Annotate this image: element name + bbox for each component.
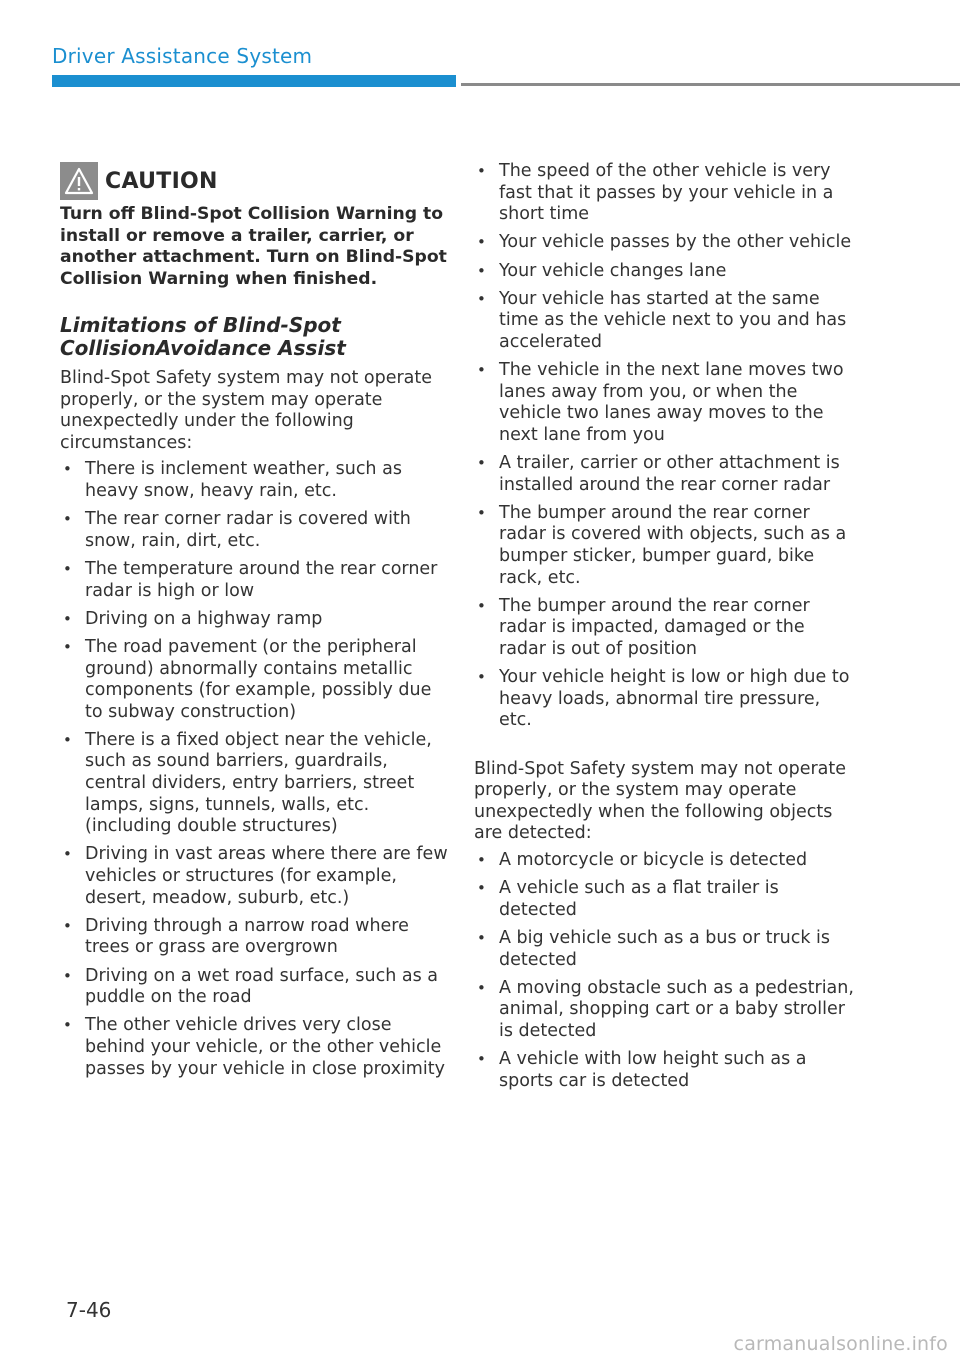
list-item: • Driving on a highway ramp (60, 609, 452, 631)
watermark: carmanualsonline.info (733, 1333, 948, 1355)
list-item: • There is a fixed object near the vehicle, such as sound barriers, guardrails, central dividers, entry barriers, street lamps, signs, tunnels, walls, etc. (including double structures) (60, 730, 452, 838)
list-item: • Your vehicle has started at the same time as the vehicle next to you and has accelerated (474, 289, 854, 354)
list-item: • Your vehicle passes by the other vehicle (474, 232, 854, 254)
objects-intro: Blind-Spot Safety system may not operate properly, or the system may operate unexpectedly when the following objects are detected: (474, 758, 847, 844)
list-item: • The speed of the other vehicle is very fast that it passes by your vehicle in a short time (474, 161, 854, 226)
objects-list (474, 850, 854, 1092)
caution-label: CAUTION (105, 168, 218, 194)
limitations-list-left (60, 459, 452, 1080)
page-number: 7-46 (66, 1298, 112, 1322)
list-item: • Driving in vast areas where there are few vehicles or structures (for example, desert, meadow, suburb, etc.) (60, 844, 452, 909)
list-item: • Your vehicle height is low or high due to heavy loads, abnormal tire pressure, etc. (474, 667, 854, 732)
section-title: Driver Assistance System (52, 44, 313, 68)
list-item: • There is inclement weather, such as heavy snow, heavy rain, etc. (60, 459, 452, 502)
header-rule (461, 83, 960, 86)
limitations-list-right (474, 161, 854, 732)
list-item: • The vehicle in the next lane moves two lanes away from you, or when the vehicle two lanes away moves to the next lane from you (474, 360, 854, 446)
list-item: • The temperature around the rear corner radar is high or low (60, 559, 452, 602)
limitations-title: Limitations of Blind-Spot CollisionAvoidance Assist (60, 313, 346, 360)
list-item: • The road pavement (or the peripheral ground) abnormally contains metallic components (for example, possibly due to subway construction) (60, 637, 452, 723)
list-item: • A moving obstacle such as a pedestrian, animal, shopping cart or a baby stroller is detected (474, 978, 854, 1043)
list-item: • A vehicle such as a flat trailer is detected (474, 878, 854, 921)
list-item: • A vehicle with low height such as a sports car is detected (474, 1049, 854, 1092)
right-column (474, 161, 854, 1099)
header-accent-bar (52, 75, 456, 87)
list-item: • The bumper around the rear corner radar is covered with objects, such as a bumper sticker, bumper guard, bike rack, etc. (474, 503, 854, 589)
caution-heading (60, 160, 452, 202)
limitations-intro: Blind-Spot Safety system may not operate properly, or the system may operate unexpectedly under the following circumstances: (60, 368, 433, 453)
list-item: • The other vehicle drives very close behind your vehicle, or the other vehicle passes by your vehicle in close proximity (60, 1015, 452, 1080)
warning-triangle-icon (60, 162, 98, 200)
list-item: • A big vehicle such as a bus or truck is detected (474, 928, 854, 971)
list-item: • Driving on a wet road surface, such as a puddle on the road (60, 966, 452, 1009)
list-item: • Your vehicle changes lane (474, 261, 854, 283)
list-item: • The rear corner radar is covered with snow, rain, dirt, etc. (60, 509, 452, 552)
list-item: • The bumper around the rear corner radar is impacted, damaged or the radar is out of position (474, 596, 854, 661)
list-item: • Driving through a narrow road where trees or grass are overgrown (60, 916, 452, 959)
list-item: • A motorcycle or bicycle is detected (474, 850, 854, 872)
caution-text: Turn off Blind-Spot Collision Warning to install or remove a trailer, carrier, or another attachment. Turn on Blind-Spot Collision Warning when finished. (60, 204, 447, 289)
left-column (60, 160, 452, 1087)
list-item: • A trailer, carrier or other attachment is installed around the rear corner radar (474, 453, 854, 496)
